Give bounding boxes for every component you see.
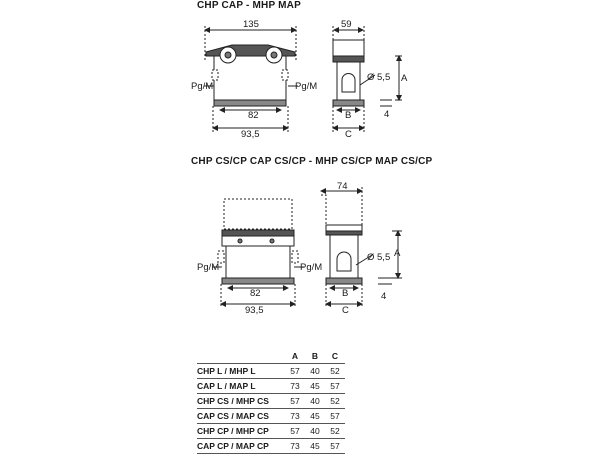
table-row [197,364,345,379]
mid-depth-dim: 74 [337,181,348,192]
top-right-thread: Pg/M [295,81,318,92]
row-a: 73 [285,439,305,454]
table-header-a: A [285,349,305,364]
table-header-name [197,349,285,364]
mid-left-thread: Pg/M [197,262,220,273]
row-c: 52 [325,424,345,439]
top-offset-dim: 4 [384,109,390,120]
row-c: 52 [325,364,345,379]
row-name: CAP CP / MAP CP [197,439,285,454]
top-c-dim: C [345,129,352,140]
row-c: 57 [325,409,345,424]
top-left-thread: Pg/M [191,81,214,92]
mid-base-dim: 93,5 [245,305,264,316]
row-c: 52 [325,394,345,409]
table-row [197,409,345,424]
row-c: 57 [325,439,345,454]
row-c: 57 [325,379,345,394]
mid-a-dim: A [394,248,401,259]
table-row [197,379,345,394]
row-b: 40 [305,364,325,379]
row-a: 57 [285,424,305,439]
row-a: 57 [285,394,305,409]
top-drawings [0,0,600,150]
table-row [197,424,345,439]
row-name: CHP CP / MHP CP [197,424,285,439]
top-inner-dim: 82 [248,110,259,121]
mid-side-view [321,187,402,308]
row-name: CHP CS / MHP CS [197,394,285,409]
table-row [197,439,345,454]
row-name: CAP CS / MAP CS [197,409,285,424]
row-a: 73 [285,379,305,394]
mid-offset-dim: 4 [381,291,387,302]
table-row [197,394,345,409]
mid-hole-dim: Ø 5,5 [367,252,391,263]
top-a-dim: A [401,73,408,84]
row-b: 40 [305,424,325,439]
dimensions-table [197,349,345,454]
top-b-dim: B [345,110,352,121]
row-name: CHP L / MHP L [197,364,285,379]
middle-drawings [0,175,600,345]
top-base-dim: 93,5 [241,129,260,140]
row-b: 40 [305,394,325,409]
table-header-b: B [305,349,325,364]
table-header-c: C [325,349,345,364]
top-section-title: CHP CAP - MHP MAP [197,0,301,11]
top-width-dim: 135 [243,19,259,30]
mid-b-dim: B [342,288,349,299]
row-b: 45 [305,379,325,394]
middle-section-title: CHP CS/CP CAP CS/CP - MHP CS/CP MAP CS/CP [191,156,433,167]
row-a: 57 [285,364,305,379]
top-depth-dim: 59 [341,19,352,30]
row-a: 73 [285,409,305,424]
row-b: 45 [305,439,325,454]
mid-c-dim: C [342,305,349,316]
mid-right-thread: Pg/M [300,262,323,273]
table-header-row [197,349,345,364]
top-hole-dim: Ø 5,5 [367,72,391,83]
row-b: 45 [305,409,325,424]
row-name: CAP L / MAP L [197,379,285,394]
mid-inner-dim: 82 [250,288,261,299]
